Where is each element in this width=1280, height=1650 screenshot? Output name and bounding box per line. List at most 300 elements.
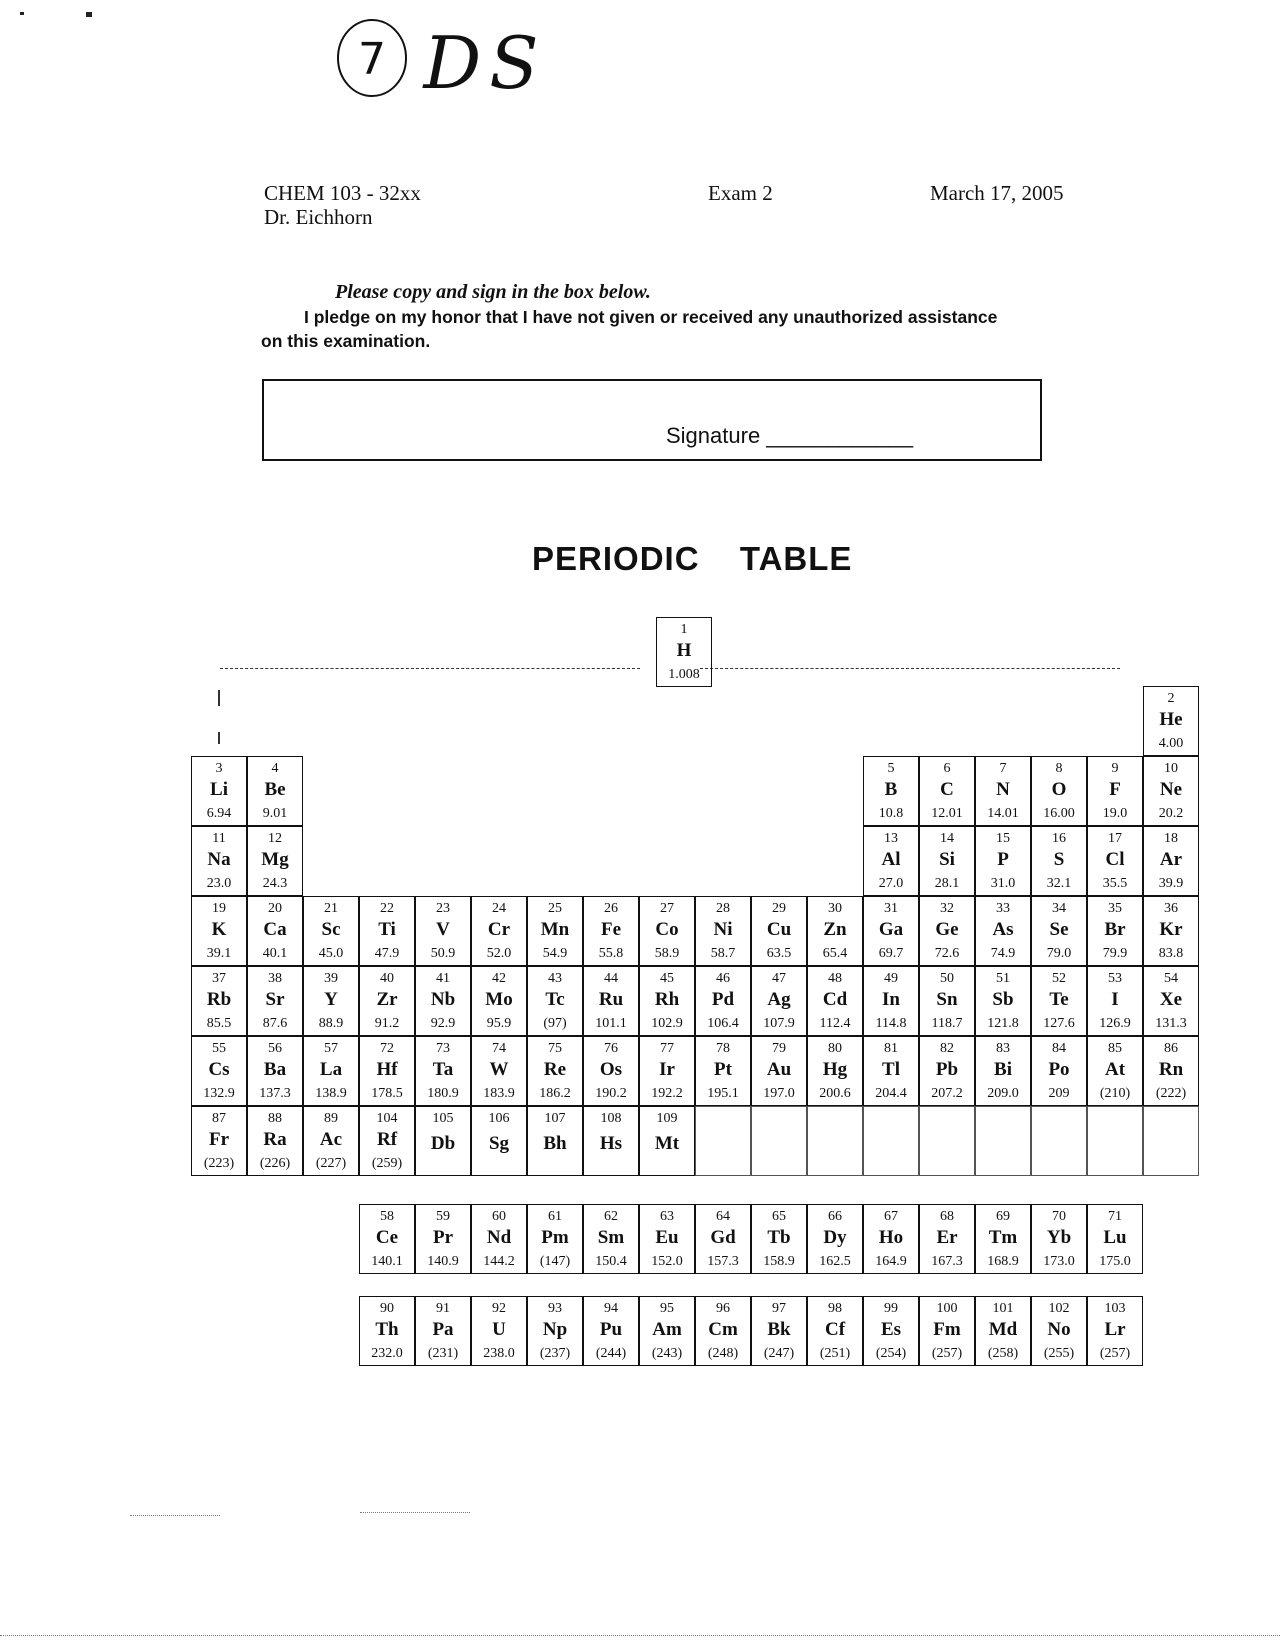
atomic-mass: 92.9 [430, 1016, 456, 1031]
atomic-number: 95 [660, 1301, 674, 1316]
element-symbol: He [1159, 709, 1183, 730]
atomic-number: 3 [215, 761, 223, 776]
element-cell-ca [247, 896, 303, 966]
atomic-number: 39 [324, 971, 338, 986]
atomic-number: 30 [828, 901, 842, 916]
atomic-mass: 238.0 [483, 1346, 515, 1361]
atomic-mass: 32.1 [1046, 876, 1072, 891]
atomic-mass: (259) [371, 1156, 403, 1171]
atomic-number: 20 [268, 901, 282, 916]
atomic-mass: 114.8 [875, 1016, 907, 1031]
atomic-mass: (227) [315, 1156, 347, 1171]
atomic-number: 102 [1048, 1301, 1070, 1316]
atomic-mass: (248) [707, 1346, 739, 1361]
element-symbol: Si [939, 849, 955, 870]
scan-noise [130, 1515, 220, 1516]
atomic-mass: 175.0 [1099, 1254, 1131, 1269]
atomic-mass: (237) [539, 1346, 571, 1361]
element-symbol: Fm [933, 1319, 961, 1340]
atomic-number: 22 [380, 901, 394, 916]
atomic-mass: 167.3 [931, 1254, 963, 1269]
element-cell-ru [583, 966, 639, 1036]
atomic-number: 91 [436, 1301, 450, 1316]
atomic-number: 98 [828, 1301, 842, 1316]
atomic-number: 93 [548, 1301, 562, 1316]
atomic-number: 62 [604, 1209, 618, 1224]
atomic-mass: (243) [651, 1346, 683, 1361]
element-symbol: Be [264, 779, 286, 800]
atomic-mass: 1.008 [668, 667, 700, 682]
element-cell-ar [1143, 826, 1199, 896]
element-symbol: U [492, 1319, 506, 1340]
atomic-number: 85 [1108, 1041, 1122, 1056]
empty-cell [1031, 1106, 1087, 1176]
element-symbol: Cf [824, 1319, 846, 1340]
atomic-number: 24 [492, 901, 506, 916]
atomic-number: 33 [996, 901, 1010, 916]
element-symbol: Bk [767, 1319, 791, 1340]
element-symbol: Kr [1159, 919, 1183, 940]
element-cell-no [1031, 1296, 1087, 1366]
atomic-number: 77 [660, 1041, 674, 1056]
atomic-number: 11 [212, 831, 226, 846]
atomic-mass: 74.9 [990, 946, 1016, 961]
pledge-line-1: I pledge on my honor that I have not given or received any unauthorized assistance [304, 307, 998, 327]
element-cell-md [975, 1296, 1031, 1366]
element-cell-nb [415, 966, 471, 1036]
atomic-mass: 178.5 [371, 1086, 403, 1101]
atomic-mass: 150.4 [595, 1254, 627, 1269]
element-cell-pm [527, 1204, 583, 1274]
element-cell-sm [583, 1204, 639, 1274]
element-symbol: Cm [708, 1319, 738, 1340]
atomic-mass: 209 [1048, 1086, 1070, 1101]
atomic-number: 4 [271, 761, 279, 776]
handwritten-annotation [320, 8, 560, 108]
atomic-mass: 158.9 [763, 1254, 795, 1269]
element-cell-b [863, 756, 919, 826]
element-symbol: Li [210, 779, 228, 800]
element-symbol: Hs [599, 1133, 623, 1154]
atomic-number: 90 [380, 1301, 394, 1316]
atomic-number: 76 [604, 1041, 618, 1056]
element-cell-hf [359, 1036, 415, 1106]
element-cell-ba [247, 1036, 303, 1106]
element-symbol: Fr [208, 1129, 230, 1150]
atomic-mass: 63.5 [766, 946, 792, 961]
signature-label: Signature ____________ [666, 423, 914, 448]
atomic-mass: 173.0 [1043, 1254, 1075, 1269]
element-symbol: Cs [208, 1059, 230, 1080]
element-symbol: Cu [766, 919, 792, 940]
atomic-mass: 186.2 [539, 1086, 571, 1101]
element-symbol: Co [655, 919, 679, 940]
element-symbol: Al [881, 849, 901, 870]
element-cell-k [191, 896, 247, 966]
atomic-mass: 200.6 [819, 1086, 851, 1101]
atomic-mass: 132.9 [203, 1086, 235, 1101]
element-symbol: Cl [1105, 849, 1125, 870]
element-cell-sb [975, 966, 1031, 1036]
atomic-number: 101 [992, 1301, 1014, 1316]
atomic-mass: 121.8 [987, 1016, 1019, 1031]
atomic-mass: 127.6 [1043, 1016, 1075, 1031]
atomic-number: 66 [828, 1209, 842, 1224]
atomic-mass: 55.8 [598, 946, 624, 961]
element-cell-p [975, 826, 1031, 896]
element-cell-tl [863, 1036, 919, 1106]
atomic-number: 60 [492, 1209, 506, 1224]
atomic-number: 88 [268, 1111, 282, 1126]
element-cell-ra [247, 1106, 303, 1176]
exam-number: Exam 2 [708, 181, 773, 205]
atomic-number: 26 [604, 901, 618, 916]
empty-cell [751, 1106, 807, 1176]
atomic-number: 59 [436, 1209, 450, 1224]
atomic-number: 80 [828, 1041, 842, 1056]
atomic-number: 5 [887, 761, 895, 776]
element-symbol: At [1104, 1059, 1126, 1080]
element-cell-as [975, 896, 1031, 966]
atomic-mass: 54.9 [542, 946, 568, 961]
element-cell-pu [583, 1296, 639, 1366]
atomic-mass: 23.0 [206, 876, 232, 891]
atomic-mass: 140.9 [427, 1254, 459, 1269]
atomic-mass: 204.4 [875, 1086, 907, 1101]
element-symbol: Bh [543, 1133, 567, 1154]
atomic-number: 96 [716, 1301, 730, 1316]
instructor-name: Dr. Eichhorn [264, 205, 373, 229]
atomic-mass: 207.2 [931, 1086, 963, 1101]
element-symbol: Xe [1159, 989, 1183, 1010]
exam-date: March 17, 2005 [930, 181, 1064, 205]
atomic-mass: 183.9 [483, 1086, 515, 1101]
atomic-number: 92 [492, 1301, 506, 1316]
atomic-mass: 87.6 [262, 1016, 288, 1031]
element-symbol: Pt [714, 1059, 732, 1080]
element-symbol: Rh [654, 989, 680, 1010]
element-symbol: Y [324, 989, 338, 1010]
atomic-mass: 39.1 [206, 946, 232, 961]
atomic-number: 15 [996, 831, 1010, 846]
element-cell-o [1031, 756, 1087, 826]
element-cell-c [919, 756, 975, 826]
element-cell-fm [919, 1296, 975, 1366]
atomic-number: 108 [600, 1111, 622, 1126]
element-cell-rh [639, 966, 695, 1036]
guide-tick [218, 732, 220, 744]
element-cell-ne [1143, 756, 1199, 826]
atomic-mass: (244) [595, 1346, 627, 1361]
element-cell-mt [639, 1106, 695, 1176]
element-symbol: Ca [263, 919, 287, 940]
element-symbol: Mt [654, 1133, 680, 1154]
element-symbol: Re [543, 1059, 567, 1080]
element-symbol: Zr [376, 989, 398, 1010]
atomic-mass: 168.9 [987, 1254, 1019, 1269]
element-symbol: Pd [711, 989, 735, 1010]
element-cell-tb [751, 1204, 807, 1274]
empty-cell [1143, 1106, 1199, 1176]
atomic-number: 32 [940, 901, 954, 916]
initials: DS [423, 21, 547, 105]
element-symbol: B [884, 779, 898, 800]
element-symbol: Pb [935, 1059, 959, 1080]
element-cell-si [919, 826, 975, 896]
atomic-number: 14 [940, 831, 954, 846]
element-symbol: Rn [1158, 1059, 1184, 1080]
atomic-number: 67 [884, 1209, 898, 1224]
element-cell-co [639, 896, 695, 966]
atomic-number: 36 [1164, 901, 1178, 916]
atomic-number: 7 [999, 761, 1007, 776]
element-symbol: Zn [823, 919, 847, 940]
element-cell-bi [975, 1036, 1031, 1106]
element-cell-mo [471, 966, 527, 1036]
element-symbol: La [319, 1059, 343, 1080]
atomic-mass: 14.01 [987, 806, 1019, 821]
circled-number: 7 [358, 34, 386, 85]
element-symbol: Au [766, 1059, 792, 1080]
element-symbol: Rf [376, 1129, 398, 1150]
atomic-number: 87 [212, 1111, 226, 1126]
atomic-number: 54 [1164, 971, 1178, 986]
atomic-number: 79 [772, 1041, 786, 1056]
atomic-number: 2 [1167, 691, 1175, 706]
element-cell-er [919, 1204, 975, 1274]
element-cell-dy [807, 1204, 863, 1274]
element-cell-np [527, 1296, 583, 1366]
element-symbol: Sb [992, 989, 1014, 1010]
element-symbol: I [1111, 989, 1119, 1010]
element-cell-kr [1143, 896, 1199, 966]
atomic-number: 46 [716, 971, 730, 986]
element-symbol: Te [1049, 989, 1069, 1010]
element-cell-se [1031, 896, 1087, 966]
atomic-mass: 4.00 [1158, 736, 1184, 751]
atomic-number: 29 [772, 901, 786, 916]
atomic-number: 72 [380, 1041, 394, 1056]
atomic-mass: 50.9 [430, 946, 456, 961]
element-symbol: Ru [598, 989, 624, 1010]
atomic-number: 45 [660, 971, 674, 986]
atomic-mass: (258) [987, 1346, 1019, 1361]
pledge-line-2: on this examination. [261, 331, 431, 351]
atomic-number: 106 [488, 1111, 510, 1126]
element-symbol: Cr [487, 919, 511, 940]
element-symbol: Ne [1159, 779, 1183, 800]
atomic-mass: 192.2 [651, 1086, 683, 1101]
empty-cell [1087, 1106, 1143, 1176]
atomic-mass: 131.3 [1155, 1016, 1187, 1031]
element-symbol: Ga [878, 919, 904, 940]
atomic-number: 31 [884, 901, 898, 916]
element-symbol: S [1053, 849, 1065, 870]
element-cell-db [415, 1106, 471, 1176]
atomic-mass: 40.1 [262, 946, 288, 961]
atomic-number: 70 [1052, 1209, 1066, 1224]
atomic-number: 27 [660, 901, 674, 916]
element-symbol: W [489, 1059, 509, 1080]
atomic-mass: 95.9 [486, 1016, 512, 1031]
atomic-number: 38 [268, 971, 282, 986]
element-symbol: Yb [1046, 1227, 1072, 1248]
element-symbol: Rb [206, 989, 232, 1010]
element-cell-ag [751, 966, 807, 1036]
atomic-number: 1 [680, 622, 688, 637]
element-symbol: Cd [822, 989, 848, 1010]
element-symbol: Nb [430, 989, 456, 1010]
element-symbol: As [992, 919, 1014, 940]
atomic-number: 52 [1052, 971, 1066, 986]
element-cell-sr [247, 966, 303, 1036]
element-cell-lu [1087, 1204, 1143, 1274]
atomic-mass: 83.8 [1158, 946, 1184, 961]
atomic-number: 63 [660, 1209, 674, 1224]
element-cell-na [191, 826, 247, 896]
element-cell-ac [303, 1106, 359, 1176]
element-cell-br [1087, 896, 1143, 966]
element-symbol: Fe [600, 919, 622, 940]
atomic-number: 109 [656, 1111, 678, 1126]
atomic-number: 99 [884, 1301, 898, 1316]
element-symbol: Ar [1159, 849, 1183, 870]
atomic-mass: 140.1 [371, 1254, 403, 1269]
atomic-number: 61 [548, 1209, 562, 1224]
element-symbol: Md [988, 1319, 1018, 1340]
atomic-mass: (255) [1043, 1346, 1075, 1361]
atomic-number: 51 [996, 971, 1010, 986]
scan-speck [86, 12, 92, 17]
element-cell-es [863, 1296, 919, 1366]
element-cell-th [359, 1296, 415, 1366]
atomic-number: 13 [884, 831, 898, 846]
atomic-number: 100 [936, 1301, 958, 1316]
scan-speck [20, 12, 24, 15]
atomic-number: 81 [884, 1041, 898, 1056]
atomic-mass: (254) [875, 1346, 907, 1361]
element-cell-pd [695, 966, 751, 1036]
element-symbol: Sm [597, 1227, 625, 1248]
atomic-mass: 91.2 [374, 1016, 400, 1031]
element-cell-pr [415, 1204, 471, 1274]
atomic-mass: (257) [1099, 1346, 1131, 1361]
element-symbol: K [211, 919, 227, 940]
atomic-number: 48 [828, 971, 842, 986]
atomic-mass: 102.9 [651, 1016, 683, 1031]
atomic-mass: 9.01 [262, 806, 288, 821]
element-cell-os [583, 1036, 639, 1106]
atomic-number: 9 [1111, 761, 1119, 776]
atomic-number: 58 [380, 1209, 394, 1224]
element-symbol: Ni [713, 919, 733, 940]
element-cell-w [471, 1036, 527, 1106]
element-cell-f [1087, 756, 1143, 826]
element-cell-cu [751, 896, 807, 966]
element-cell-cr [471, 896, 527, 966]
element-symbol: Ac [319, 1129, 343, 1150]
atomic-number: 17 [1108, 831, 1122, 846]
element-cell-zn [807, 896, 863, 966]
element-cell-hs [583, 1106, 639, 1176]
atomic-mass: 112.4 [819, 1016, 851, 1031]
element-symbol: Tl [882, 1059, 900, 1080]
scan-noise [360, 1512, 470, 1513]
atomic-number: 40 [380, 971, 394, 986]
atomic-mass: 195.1 [707, 1086, 739, 1101]
atomic-number: 68 [940, 1209, 954, 1224]
atomic-mass: 197.0 [763, 1086, 795, 1101]
atomic-mass: (251) [819, 1346, 851, 1361]
element-cell-xe [1143, 966, 1199, 1036]
atomic-mass: (247) [763, 1346, 795, 1361]
element-symbol: C [940, 779, 954, 800]
element-symbol: Ce [375, 1227, 399, 1248]
atomic-number: 50 [940, 971, 954, 986]
atomic-mass: (222) [1155, 1086, 1187, 1101]
atomic-mass: 79.9 [1102, 946, 1128, 961]
atomic-mass: 16.00 [1043, 806, 1075, 821]
atomic-number: 97 [772, 1301, 786, 1316]
element-cell-pa [415, 1296, 471, 1366]
element-symbol: Mn [540, 919, 570, 940]
atomic-number: 41 [436, 971, 450, 986]
element-cell-h [656, 617, 712, 687]
element-symbol: Pr [432, 1227, 454, 1248]
guide-line-left [220, 668, 640, 669]
atomic-number: 47 [772, 971, 786, 986]
atomic-mass: 144.2 [483, 1254, 515, 1269]
element-cell-mg [247, 826, 303, 896]
element-cell-n [975, 756, 1031, 826]
atomic-mass: 88.9 [318, 1016, 344, 1031]
element-cell-at [1087, 1036, 1143, 1106]
atomic-number: 104 [376, 1111, 398, 1126]
atomic-number: 16 [1052, 831, 1066, 846]
atomic-number: 74 [492, 1041, 506, 1056]
atomic-number: 34 [1052, 901, 1066, 916]
element-cell-y [303, 966, 359, 1036]
atomic-number: 78 [716, 1041, 730, 1056]
element-symbol: Lu [1103, 1227, 1127, 1248]
atomic-mass: 137.3 [259, 1086, 291, 1101]
atomic-mass: 19.0 [1102, 806, 1128, 821]
atomic-mass: 232.0 [371, 1346, 403, 1361]
element-symbol: Hf [376, 1059, 398, 1080]
element-symbol: Ba [263, 1059, 287, 1080]
atomic-number: 6 [943, 761, 951, 776]
atomic-mass: 10.8 [878, 806, 904, 821]
atomic-number: 28 [716, 901, 730, 916]
atomic-mass: 39.9 [1158, 876, 1184, 891]
element-symbol: Ir [659, 1059, 675, 1080]
element-symbol: In [882, 989, 900, 1010]
signature-box[interactable] [262, 379, 1042, 461]
element-cell-yb [1031, 1204, 1087, 1274]
element-cell-cf [807, 1296, 863, 1366]
element-cell-ce [359, 1204, 415, 1274]
atomic-number: 86 [1164, 1041, 1178, 1056]
atomic-mass: 65.4 [822, 946, 848, 961]
atomic-mass: 152.0 [651, 1254, 683, 1269]
atomic-number: 105 [432, 1111, 454, 1126]
atomic-mass: 209.0 [987, 1086, 1019, 1101]
element-symbol: Ra [263, 1129, 287, 1150]
element-cell-ti [359, 896, 415, 966]
element-cell-u [471, 1296, 527, 1366]
element-cell-la [303, 1036, 359, 1106]
element-symbol: Se [1049, 919, 1069, 940]
